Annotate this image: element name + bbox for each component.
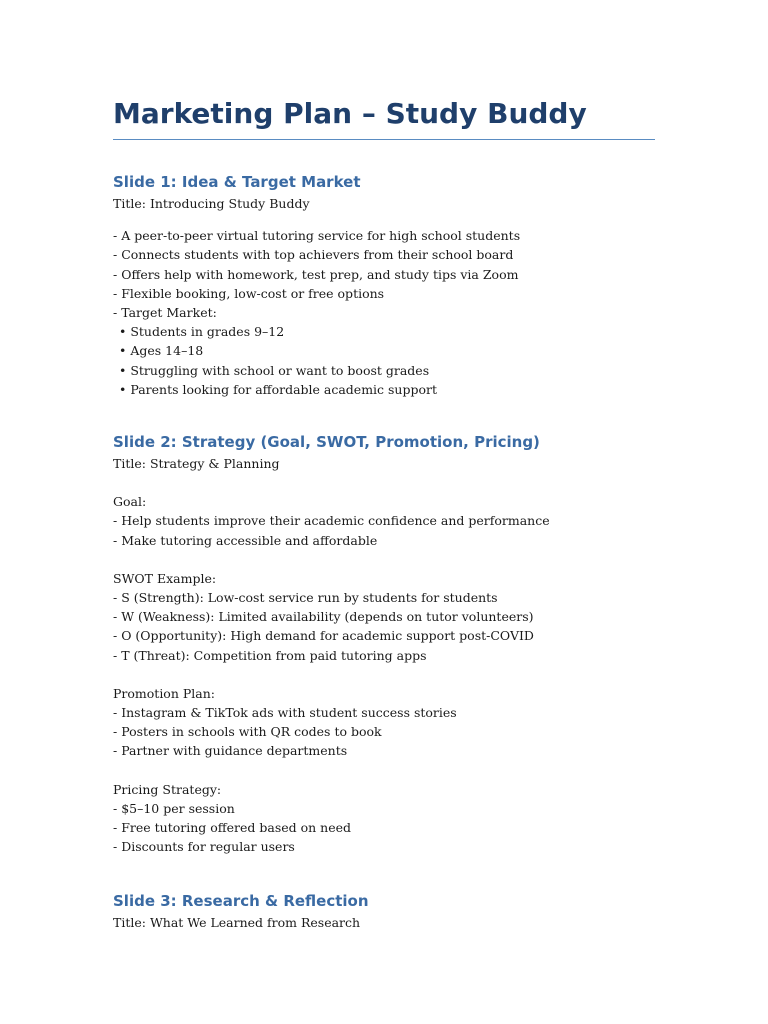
list-item: - Make tutoring accessible and affordable: [113, 532, 378, 548]
slide-3-section: [113, 890, 655, 932]
slide-2-section: [113, 431, 655, 856]
slide-3-heading: Slide 3: Research & Reflection: [113, 892, 369, 911]
slide-1-title-line: Title: Introducing Study Buddy: [113, 196, 310, 211]
list-item: - Help students improve their academic confidence and performance: [113, 513, 550, 529]
list-item: - S (Strength): Low-cost service run by students for students: [113, 590, 498, 606]
list-item: - Target Market:: [113, 305, 217, 321]
list-item: - A peer-to-peer virtual tutoring service for high school students: [113, 228, 521, 244]
sub-list-item: • Parents looking for affordable academic support: [119, 381, 438, 397]
goal-label: Goal:: [113, 494, 147, 510]
promotion-label: Promotion Plan:: [113, 685, 215, 701]
sub-list-item: • Ages 14–18: [119, 343, 204, 359]
slide-2-title-line: Title: Strategy & Planning: [113, 456, 280, 472]
list-item: - Discounts for regular users: [113, 839, 295, 855]
list-item: - Flexible booking, low-cost or free options: [113, 285, 385, 301]
list-item: - Instagram & TikTok ads with student success stories: [113, 705, 457, 721]
title-divider: [113, 139, 655, 140]
pricing-label: Pricing Strategy:: [113, 781, 222, 797]
list-item: - Free tutoring offered based on need: [113, 820, 352, 836]
slide-2-heading: Slide 2: Strategy (Goal, SWOT, Promotion, Pricing): [113, 433, 540, 452]
slide-1-section: [113, 171, 655, 399]
list-item: - Partner with guidance departments: [113, 743, 348, 759]
list-item: - T (Threat): Competition from paid tutoring apps: [113, 647, 427, 663]
sub-list-item: • Students in grades 9–12: [119, 324, 285, 340]
list-item: - $5–10 per session: [113, 800, 235, 816]
swot-label: SWOT Example:: [113, 570, 217, 586]
list-item: - Posters in schools with QR codes to book: [113, 724, 382, 740]
slide-1-heading: Slide 1: Idea & Target Market: [113, 173, 361, 191]
document-title: Marketing Plan – Study Buddy: [113, 97, 587, 130]
list-item: - O (Opportunity): High demand for academic support post-COVID: [113, 628, 534, 644]
list-item: - Offers help with homework, test prep, and study tips via Zoom: [113, 266, 519, 282]
list-item: - W (Weakness): Limited availability (depends on tutor volunteers): [113, 609, 534, 625]
document-content: [113, 94, 655, 933]
list-item: - Connects students with top achievers from their school board: [113, 247, 514, 263]
slide-3-title-line: Title: What We Learned from Research: [113, 915, 361, 931]
sub-list-item: • Struggling with school or want to boost grades: [119, 362, 430, 378]
